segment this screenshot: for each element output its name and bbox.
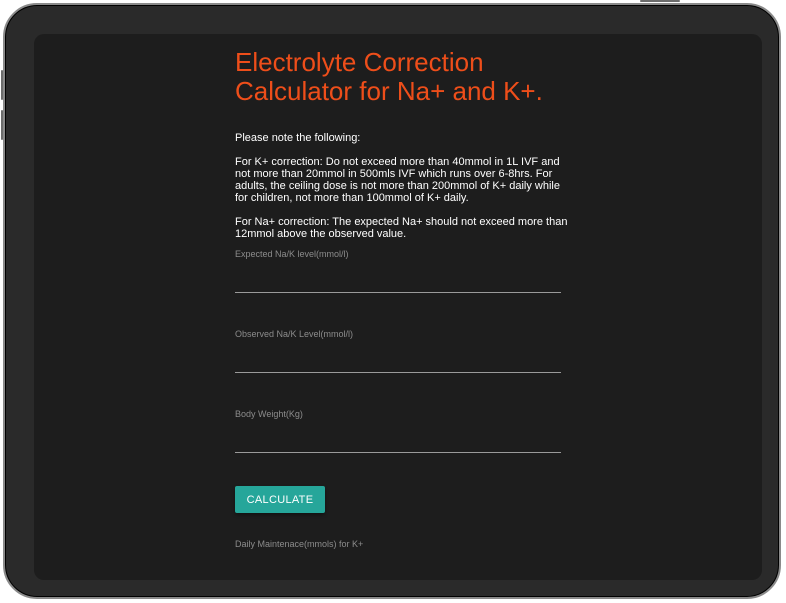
note-heading: Please note the following:: [235, 132, 361, 144]
tablet-frame: [3, 3, 781, 599]
volume-button: [1, 110, 3, 140]
body-weight-input[interactable]: [235, 430, 561, 453]
observed-level-label: Observed Na/K Level(mmol/l): [235, 329, 354, 339]
volume-button: [1, 70, 3, 100]
potassium-note: For K+ correction: Do not exceed more than 40mmol in 1L IVF and not more than 20mmol in 500mls IVF which runs over 6-8hrs. For adults, the ceiling dose is not more than 200mmol of K+ daily while for children, not more than 100mmol of K+ daily.: [235, 156, 560, 204]
content-column: [235, 34, 571, 240]
daily-maintenance-label: Daily Maintenace(mmols) for K+: [235, 539, 364, 549]
sodium-note: For Na+ correction: The expected Na+ should not exceed more than 12mmol above the observed value.: [235, 216, 568, 240]
expected-level-input[interactable]: [235, 270, 561, 293]
page-title: Electrolyte Correction Calculator for Na+ and K+.: [235, 47, 543, 106]
app-screen: [34, 34, 762, 580]
calculate-button[interactable]: CALCULATE: [235, 486, 325, 513]
expected-level-label: Expected Na/K level(mmol/l): [235, 249, 349, 259]
body-weight-label: Body Weight(Kg): [235, 409, 303, 419]
power-button: [640, 0, 680, 2]
observed-level-input[interactable]: [235, 350, 561, 373]
